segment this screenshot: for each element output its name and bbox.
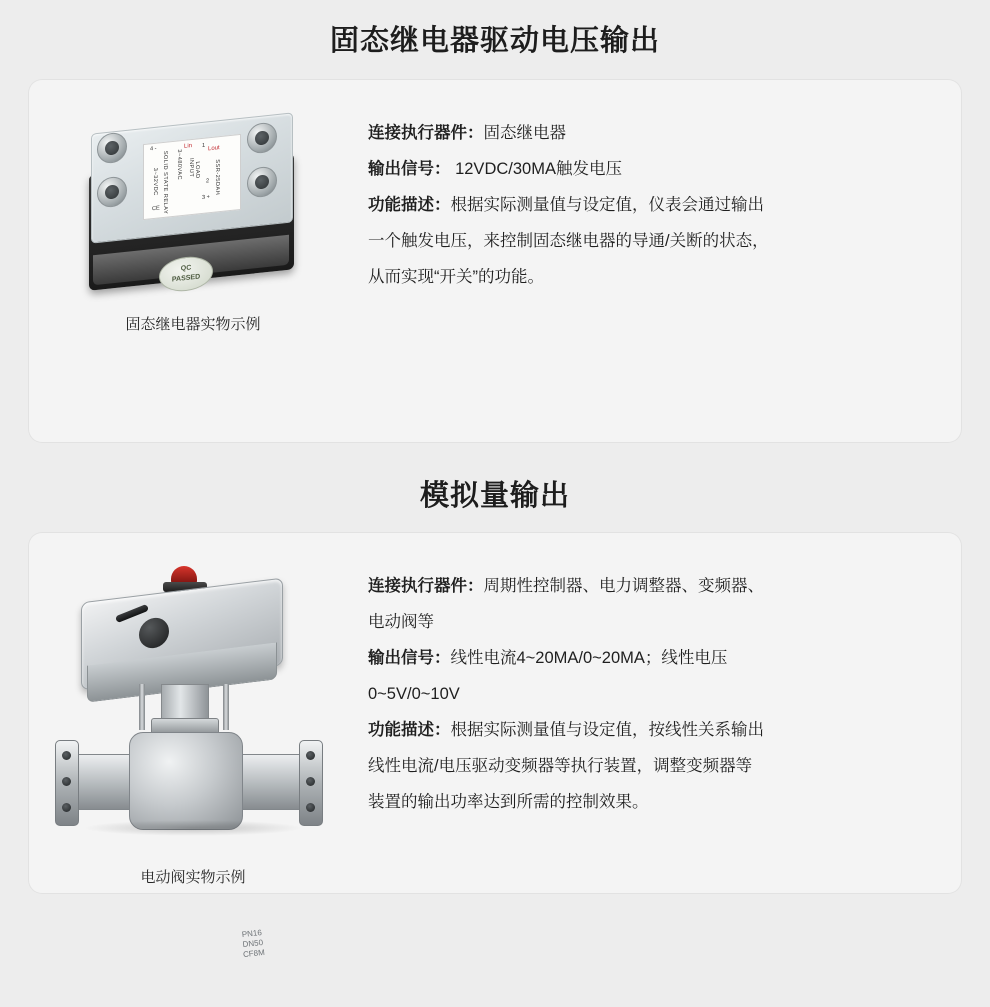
relay-row-device-label: 连接执行器件：: [368, 124, 484, 142]
analog-row-function: [368, 712, 926, 748]
relay-row-signal-value: 12VDC/30MA触发电压: [450, 160, 622, 178]
valve-body-marking: [240, 928, 265, 960]
relay-label-lin: Lin: [183, 142, 192, 150]
relay-label-lout: Lout: [207, 145, 220, 153]
relay-row-function-value: 根据实际测量值与设定值，仪表会通过输出: [450, 196, 764, 214]
analog-row-device: [368, 568, 926, 604]
relay-label-terminal-4: 4 -: [149, 145, 157, 153]
analog-row-signal-line2: [368, 676, 926, 712]
relay-row-function-label: 功能描述：: [368, 196, 451, 214]
relay-image-caption: 固态继电器实物示例: [125, 316, 261, 333]
valve-pipe-right: [239, 754, 305, 810]
valve-bracket-bolt-right: [223, 684, 229, 730]
relay-label-terminal-2: 2: [205, 178, 209, 185]
flange-bolt-hole: [306, 803, 315, 812]
valve-marking-line3: CF8M: [242, 947, 266, 960]
analog-row-function-label: 功能描述：: [368, 721, 451, 739]
analog-row-signal-label: 输出信号：: [368, 649, 451, 667]
relay-label-ce-mark: CE: [151, 205, 160, 213]
relay-label-load: LOAD: [193, 161, 200, 180]
relay-text-column: [358, 79, 962, 443]
valve-marking-line2: DN50: [242, 937, 264, 950]
valve-bracket-bolt-left: [139, 684, 145, 730]
relay-row-function-line2: [368, 223, 926, 259]
section-title-relay: 固态继电器驱动电压输出: [329, 25, 660, 57]
solid-state-relay-photo: [81, 105, 306, 305]
relay-row-device: [368, 115, 926, 151]
valve-shadow: [83, 820, 303, 836]
panel-relay: [28, 79, 962, 443]
relay-label-input: INPUT: [187, 157, 194, 178]
panel-analog: [28, 532, 962, 960]
relay-label-terminal-1: 1: [201, 142, 205, 149]
analog-row-function-line3-value: 装置的输出功率达到所需的控制效果。: [368, 793, 649, 811]
relay-spec-label: [143, 134, 241, 220]
relay-row-signal-label: 输出信号：: [368, 160, 451, 178]
analog-row-device-value: 周期性控制器、电力调整器、变频器、: [483, 577, 764, 595]
valve-flange-left: [55, 740, 79, 826]
flange-bolt-hole: [306, 777, 315, 786]
analog-row-function-line2-value: 线性电流/电压驱动变频器等执行装置，调整变频器等: [368, 757, 753, 775]
qc-badge-line1: QC: [180, 264, 191, 273]
section-title-analog: 模拟量输出: [419, 480, 570, 512]
analog-text-column: [358, 532, 962, 894]
relay-row-device-value: 固态继电器: [483, 124, 566, 142]
valve-image-caption: 电动阀实物示例: [140, 869, 246, 886]
relay-label-terminal-3: 3 +: [201, 194, 210, 201]
relay-row-signal: [368, 151, 926, 187]
relay-label-series: SOLID STATE RELAY: [161, 150, 168, 215]
relay-row-function-line2-value: 一个触发电压，来控制固态继电器的导通/关断的状态，: [368, 232, 769, 250]
analog-row-device-label: 连接执行器件：: [368, 577, 484, 595]
relay-label-ac-range: 3~480VAC: [175, 149, 182, 181]
flange-bolt-hole: [62, 751, 71, 760]
analog-row-function-line3: [368, 784, 926, 820]
relay-row-function-line3: [368, 259, 926, 295]
analog-row-device-line2-value: 电动阀等: [368, 613, 434, 631]
relay-row-function-line3-value: 从而实现“开关”的功能。: [368, 268, 544, 286]
relay-row-function: [368, 187, 926, 223]
analog-row-signal-line2-value: 0~5V/0~10V: [368, 685, 460, 703]
flange-bolt-hole: [62, 777, 71, 786]
valve-media-column: [28, 532, 358, 960]
relay-media-column: [28, 79, 358, 443]
analog-row-function-value: 根据实际测量值与设定值，按线性关系输出: [450, 721, 764, 739]
valve-marking-line1: PN16: [241, 928, 263, 940]
relay-label-model: SSR-25DAH: [213, 159, 220, 196]
valve-flange-right: [299, 740, 323, 826]
analog-row-signal-value: 线性电流4~20MA/0~20MA；线性电压: [450, 649, 728, 667]
analog-row-signal: [368, 640, 926, 676]
flange-bolt-hole: [306, 751, 315, 760]
analog-row-device-line2: [368, 604, 926, 640]
analog-row-function-line2: [368, 748, 926, 784]
relay-label-dc-range: 3~32VDC: [151, 167, 158, 197]
qc-badge-line2: PASSED: [171, 273, 200, 284]
flange-bolt-hole: [62, 803, 71, 812]
